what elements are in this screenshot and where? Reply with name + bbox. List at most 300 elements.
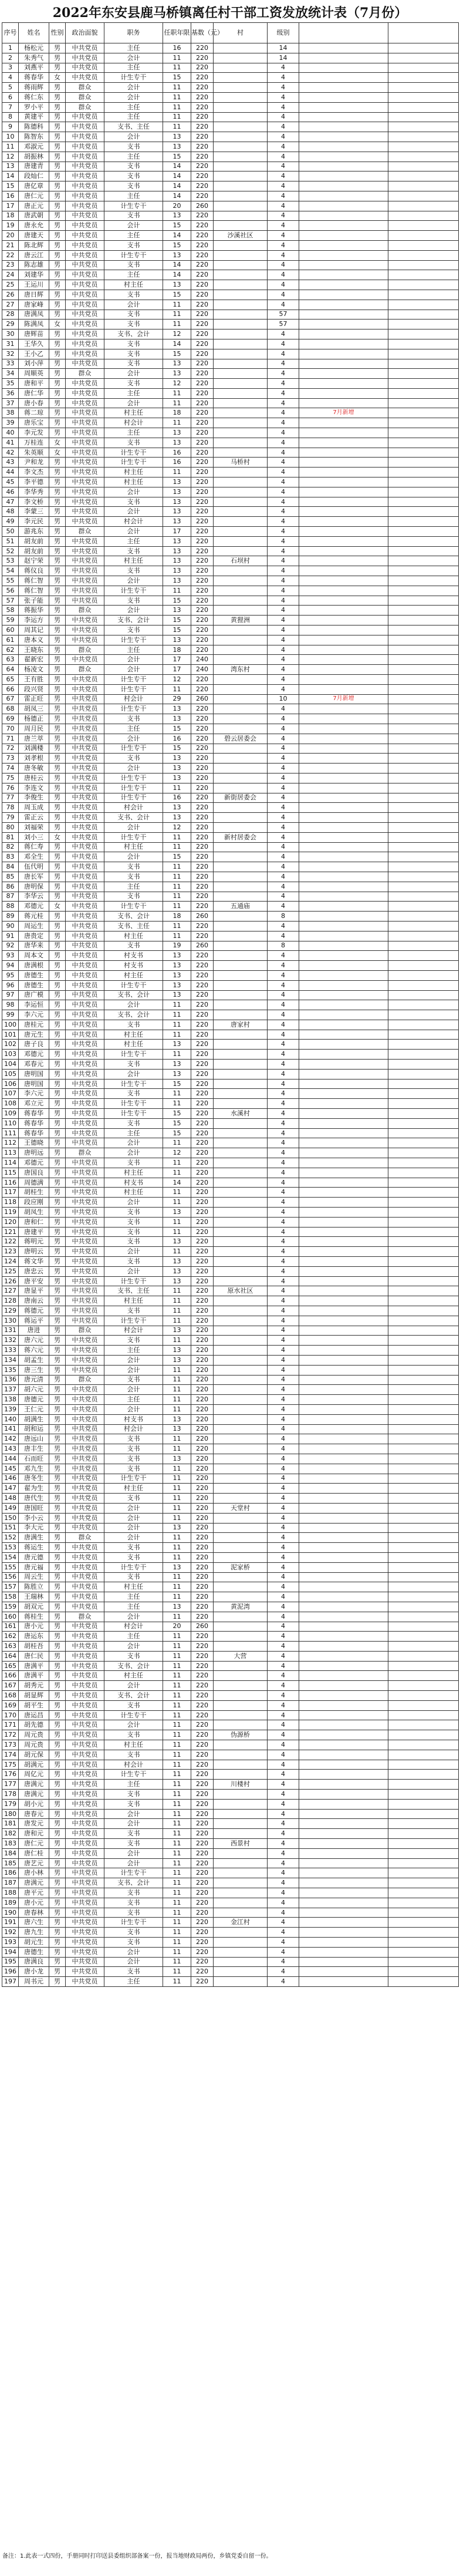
cell-name: 唐南云 <box>19 1296 49 1306</box>
cell-note <box>388 1266 459 1276</box>
cell-years: 14 <box>163 339 191 349</box>
cell-pay <box>299 1158 388 1168</box>
cell-years: 11 <box>163 1306 191 1316</box>
cell-base: 220 <box>191 290 214 300</box>
cell-sex: 男 <box>49 734 66 744</box>
cell-post: 主任 <box>104 63 163 73</box>
cell-post: 村主任 <box>104 1030 163 1040</box>
cell-note <box>388 448 459 458</box>
cell-party: 中共党员 <box>66 990 104 1000</box>
cell-seq: 106 <box>2 1079 19 1089</box>
cell-years: 15 <box>163 152 191 162</box>
cell-base: 220 <box>191 1050 214 1060</box>
cell-seq: 59 <box>2 616 19 625</box>
cell-pay <box>299 882 388 892</box>
cell-pay <box>299 635 388 645</box>
cell-name: 唐代生 <box>19 1494 49 1504</box>
cell-name: 王华久 <box>19 339 49 349</box>
cell-level: 4 <box>268 1967 299 1977</box>
cell-note <box>388 1552 459 1562</box>
cell-note <box>388 1158 459 1168</box>
cell-years: 16 <box>163 734 191 744</box>
cell-base: 220 <box>191 1868 214 1878</box>
cell-village <box>214 724 268 734</box>
cell-seq: 172 <box>2 1730 19 1740</box>
cell-years: 11 <box>163 1780 191 1790</box>
cell-party: 中共党员 <box>66 941 104 951</box>
cell-years: 13 <box>163 970 191 980</box>
cell-name: 唐日辉 <box>19 290 49 300</box>
cell-name: 雷正旺 <box>19 694 49 704</box>
cell-village <box>214 1938 268 1948</box>
cell-party: 中共党员 <box>66 290 104 300</box>
cell-party: 中共党员 <box>66 53 104 63</box>
cell-party: 中共党员 <box>66 783 104 793</box>
cell-pay <box>299 1444 388 1454</box>
cell-sex: 男 <box>49 1237 66 1247</box>
cell-years: 11 <box>163 1198 191 1208</box>
cell-pay <box>299 270 388 280</box>
cell-party: 中共党员 <box>66 655 104 665</box>
cell-seq: 167 <box>2 1681 19 1691</box>
cell-post: 村会计 <box>104 1760 163 1770</box>
cell-pay <box>299 1642 388 1652</box>
cell-pay <box>299 556 388 566</box>
table-row <box>2 1651 459 1661</box>
cell-name: 蒋春华 <box>19 1109 49 1119</box>
cell-name: 唐仁元 <box>19 1839 49 1849</box>
cell-name: 唐运昌 <box>19 1710 49 1720</box>
cell-note <box>388 1454 459 1464</box>
cell-seq: 147 <box>2 1484 19 1494</box>
cell-years: 11 <box>163 1474 191 1484</box>
cell-post: 会计 <box>104 655 163 665</box>
cell-village <box>214 694 268 704</box>
cell-note <box>388 300 459 310</box>
cell-sex: 男 <box>49 842 66 852</box>
cell-village: 伪源桥 <box>214 1730 268 1740</box>
cell-village <box>214 1543 268 1553</box>
cell-sex: 男 <box>49 122 66 132</box>
cell-base: 220 <box>191 1947 214 1957</box>
table-row <box>2 1790 459 1800</box>
cell-level: 4 <box>268 1957 299 1967</box>
cell-post: 支书、会计 <box>104 1691 163 1701</box>
table-row <box>2 112 459 122</box>
cell-base: 220 <box>191 635 214 645</box>
cell-party: 中共党员 <box>66 152 104 162</box>
cell-years: 13 <box>163 132 191 142</box>
cell-party: 中共党员 <box>66 1642 104 1652</box>
cell-level: 4 <box>268 1000 299 1010</box>
cell-level: 4 <box>268 1306 299 1316</box>
cell-seq: 61 <box>2 635 19 645</box>
cell-party: 中共党员 <box>66 240 104 250</box>
cell-pay <box>299 448 388 458</box>
cell-village <box>214 1375 268 1385</box>
cell-post: 会计 <box>104 92 163 102</box>
cell-party: 中共党员 <box>66 1819 104 1829</box>
cell-name: 陈志雄 <box>19 260 49 270</box>
cell-post: 计生专干 <box>104 783 163 793</box>
cell-level: 4 <box>268 832 299 842</box>
cell-pay <box>299 1247 388 1257</box>
cell-sex: 男 <box>49 132 66 142</box>
cell-name: 唐德生 <box>19 980 49 990</box>
cell-level: 4 <box>268 645 299 655</box>
table-row <box>2 1523 459 1533</box>
cell-village <box>214 438 268 448</box>
cell-pay <box>299 1208 388 1218</box>
cell-seq: 66 <box>2 684 19 694</box>
table-row <box>2 280 459 290</box>
table-row <box>2 862 459 872</box>
cell-sex: 男 <box>49 852 66 862</box>
cell-village <box>214 980 268 990</box>
cell-level: 4 <box>268 1355 299 1365</box>
cell-name: 唐乐宝 <box>19 418 49 428</box>
cell-sex: 男 <box>49 724 66 734</box>
cell-level: 10 <box>268 694 299 704</box>
cell-pay <box>299 497 388 507</box>
table-row <box>2 1681 459 1691</box>
cell-base: 220 <box>191 280 214 290</box>
cell-name: 唐仁华 <box>19 388 49 398</box>
cell-name: 唐德生 <box>19 970 49 980</box>
cell-years: 11 <box>163 1404 191 1414</box>
cell-seq: 118 <box>2 1198 19 1208</box>
cell-years: 11 <box>163 1760 191 1770</box>
cell-pay <box>299 1947 388 1957</box>
cell-party: 中共党员 <box>66 260 104 270</box>
cell-party: 中共党员 <box>66 1602 104 1612</box>
cell-pay <box>299 1257 388 1267</box>
cell-pay <box>299 1217 388 1227</box>
cell-level: 4 <box>268 546 299 556</box>
cell-party: 中共党员 <box>66 250 104 260</box>
cell-seq: 19 <box>2 221 19 231</box>
cell-party: 中共党员 <box>66 349 104 359</box>
cell-note <box>388 1661 459 1671</box>
cell-level: 4 <box>268 1434 299 1444</box>
table-row <box>2 872 459 882</box>
cell-pay <box>299 122 388 132</box>
cell-village <box>214 1030 268 1040</box>
cell-name: 胡双元 <box>19 1602 49 1612</box>
table-row <box>2 1730 459 1740</box>
table-row <box>2 980 459 990</box>
cell-sex: 男 <box>49 1286 66 1296</box>
cell-party: 中共党员 <box>66 1444 104 1454</box>
cell-name: 李华云 <box>19 892 49 902</box>
cell-seq: 119 <box>2 1208 19 1218</box>
cell-pay <box>299 1878 388 1888</box>
cell-years: 15 <box>163 349 191 359</box>
cell-level: 4 <box>268 951 299 961</box>
cell-level: 4 <box>268 240 299 250</box>
cell-village <box>214 1632 268 1642</box>
cell-base: 220 <box>191 852 214 862</box>
cell-seq: 195 <box>2 1957 19 1967</box>
cell-post: 支书、主任 <box>104 1286 163 1296</box>
cell-pay <box>299 1543 388 1553</box>
cell-years: 20 <box>163 201 191 211</box>
cell-party: 中共党员 <box>66 1523 104 1533</box>
cell-party: 中共党员 <box>66 1474 104 1484</box>
cell-sex: 男 <box>49 1109 66 1119</box>
cell-note <box>388 694 459 704</box>
cell-name: 李六元 <box>19 1010 49 1020</box>
cell-name: 唐正元 <box>19 201 49 211</box>
cell-note <box>388 764 459 774</box>
cell-years: 13 <box>163 1424 191 1434</box>
cell-post: 会计 <box>104 1513 163 1523</box>
cell-level: 4 <box>268 556 299 566</box>
cell-base: 220 <box>191 1355 214 1365</box>
cell-name: 胡元生 <box>19 1938 49 1948</box>
cell-post: 主任 <box>104 112 163 122</box>
cell-sex: 男 <box>49 181 66 191</box>
cell-sex: 男 <box>49 1819 66 1829</box>
cell-base: 220 <box>191 675 214 685</box>
cell-post: 计生专干 <box>104 744 163 754</box>
cell-note <box>388 1523 459 1533</box>
table-row <box>2 329 459 339</box>
cell-level: 4 <box>268 793 299 803</box>
cell-sex: 男 <box>49 477 66 487</box>
cell-village <box>214 290 268 300</box>
cell-level: 4 <box>268 862 299 872</box>
cell-name: 唐桂元 <box>19 1020 49 1030</box>
cell-seq: 29 <box>2 320 19 329</box>
cell-post: 支书 <box>104 349 163 359</box>
cell-village <box>214 507 268 517</box>
cell-level: 4 <box>268 1562 299 1572</box>
cell-note <box>388 576 459 586</box>
cell-level: 4 <box>268 1770 299 1780</box>
cell-post: 会计 <box>104 1947 163 1957</box>
cell-level: 4 <box>268 1780 299 1790</box>
cell-base: 220 <box>191 1178 214 1188</box>
cell-village <box>214 497 268 507</box>
cell-name: 蒋六元 <box>19 1346 49 1356</box>
cell-note <box>388 507 459 517</box>
cell-party: 中共党员 <box>66 73 104 83</box>
cell-note <box>388 1444 459 1454</box>
cell-base: 220 <box>191 388 214 398</box>
cell-post: 计生专干 <box>104 773 163 783</box>
cell-party: 中共党员 <box>66 1020 104 1030</box>
cell-base: 220 <box>191 1276 214 1286</box>
cell-seq: 155 <box>2 1562 19 1572</box>
cell-base: 220 <box>191 1414 214 1424</box>
cell-note <box>388 1642 459 1652</box>
cell-village <box>214 1710 268 1720</box>
cell-level: 4 <box>268 1809 299 1819</box>
cell-post: 村主任 <box>104 1188 163 1198</box>
cell-sex: 男 <box>49 1188 66 1198</box>
cell-village <box>214 1099 268 1109</box>
cell-village <box>214 300 268 310</box>
cell-level: 57 <box>268 320 299 329</box>
cell-seq: 192 <box>2 1928 19 1938</box>
cell-seq: 56 <box>2 586 19 596</box>
cell-seq: 11 <box>2 142 19 152</box>
table-row <box>2 260 459 270</box>
cell-level: 4 <box>268 773 299 783</box>
cell-name: 唐三生 <box>19 1365 49 1375</box>
table-row <box>2 1395 459 1405</box>
cell-seq: 188 <box>2 1888 19 1898</box>
cell-village <box>214 892 268 902</box>
cell-years: 11 <box>163 1750 191 1760</box>
cell-village <box>214 1148 268 1158</box>
cell-seq: 120 <box>2 1217 19 1227</box>
cell-party: 中共党员 <box>66 1908 104 1918</box>
cell-pay <box>299 902 388 912</box>
cell-sex: 男 <box>49 329 66 339</box>
cell-sex: 男 <box>49 1809 66 1819</box>
header-cell: 序号 <box>2 23 19 43</box>
cell-post: 会计 <box>104 83 163 93</box>
cell-level: 4 <box>268 931 299 941</box>
cell-seq: 105 <box>2 1069 19 1079</box>
header-cell: 性别 <box>49 23 66 43</box>
table-row <box>2 764 459 774</box>
cell-seq: 124 <box>2 1257 19 1267</box>
table-row <box>2 1799 459 1809</box>
cell-party: 中共党员 <box>66 142 104 152</box>
cell-village <box>214 527 268 537</box>
cell-pay <box>299 546 388 556</box>
cell-post: 村主任 <box>104 1671 163 1681</box>
cell-sex: 男 <box>49 1533 66 1543</box>
cell-party: 中共党员 <box>66 596 104 606</box>
cell-name: 杨凌文 <box>19 665 49 675</box>
cell-pay <box>299 1198 388 1208</box>
cell-pay <box>299 813 388 823</box>
cell-years: 11 <box>163 1138 191 1148</box>
cell-village <box>214 1296 268 1306</box>
cell-note <box>388 1848 459 1858</box>
cell-seq: 17 <box>2 201 19 211</box>
table-row <box>2 832 459 842</box>
cell-party: 中共党员 <box>66 1385 104 1395</box>
cell-pay <box>299 231 388 241</box>
cell-level: 4 <box>268 1908 299 1918</box>
cell-sex: 男 <box>49 1385 66 1395</box>
cell-pay <box>299 63 388 73</box>
cell-seq: 36 <box>2 388 19 398</box>
cell-name: 唐小林 <box>19 1868 49 1878</box>
cell-village <box>214 73 268 83</box>
cell-note <box>388 1858 459 1868</box>
cell-party: 群众 <box>66 1612 104 1622</box>
cell-name: 王运川 <box>19 280 49 290</box>
cell-years: 11 <box>163 1336 191 1346</box>
table-row <box>2 665 459 675</box>
cell-note <box>388 773 459 783</box>
cell-base: 220 <box>191 1780 214 1790</box>
cell-note <box>388 635 459 645</box>
table-row <box>2 1375 459 1385</box>
cell-party: 中共党员 <box>66 1464 104 1474</box>
cell-seq: 93 <box>2 951 19 961</box>
cell-pay <box>299 280 388 290</box>
cell-party: 中共党员 <box>66 1050 104 1060</box>
cell-pay <box>299 872 388 882</box>
cell-base: 260 <box>191 1622 214 1632</box>
cell-party: 中共党员 <box>66 970 104 980</box>
table-row <box>2 961 459 971</box>
cell-base: 220 <box>191 1740 214 1750</box>
cell-post: 计生专干 <box>104 1562 163 1572</box>
cell-level: 8 <box>268 941 299 951</box>
cell-post: 支书 <box>104 1208 163 1218</box>
cell-name: 唐六生 <box>19 1918 49 1928</box>
cell-seq: 38 <box>2 408 19 418</box>
cell-pay <box>299 132 388 142</box>
cell-name: 邓全生 <box>19 852 49 862</box>
cell-seq: 102 <box>2 1040 19 1050</box>
cell-note <box>388 1178 459 1188</box>
cell-years: 13 <box>163 714 191 724</box>
cell-village <box>214 1138 268 1148</box>
cell-seq: 97 <box>2 990 19 1000</box>
cell-years: 11 <box>163 1612 191 1622</box>
cell-party: 中共党员 <box>66 1562 104 1572</box>
cell-level: 4 <box>268 1060 299 1070</box>
cell-post: 计生专干 <box>104 1109 163 1119</box>
cell-note <box>388 201 459 211</box>
cell-seq: 94 <box>2 961 19 971</box>
cell-village <box>214 1395 268 1405</box>
cell-base: 220 <box>191 329 214 339</box>
cell-note <box>388 1306 459 1316</box>
cell-note <box>388 1622 459 1632</box>
cell-village <box>214 122 268 132</box>
cell-seq: 90 <box>2 921 19 931</box>
cell-post: 支书 <box>104 1898 163 1908</box>
cell-years: 13 <box>163 1276 191 1286</box>
cell-party: 中共党员 <box>66 625 104 635</box>
cell-level: 4 <box>268 1375 299 1385</box>
cell-sex: 男 <box>49 596 66 606</box>
cell-seq: 162 <box>2 1632 19 1642</box>
cell-seq: 103 <box>2 1050 19 1060</box>
cell-name: 唐满平 <box>19 1671 49 1681</box>
cell-level: 4 <box>268 1365 299 1375</box>
table-row <box>2 813 459 823</box>
cell-sex: 男 <box>49 201 66 211</box>
cell-post: 支书 <box>104 1494 163 1504</box>
cell-post: 计生专干 <box>104 1079 163 1089</box>
cell-party: 中共党员 <box>66 852 104 862</box>
cell-pay <box>299 1602 388 1612</box>
cell-village: 沙溪社区 <box>214 231 268 241</box>
table-row <box>2 1888 459 1898</box>
cell-base: 260 <box>191 941 214 951</box>
cell-seq: 31 <box>2 339 19 349</box>
cell-party: 中共党员 <box>66 1208 104 1218</box>
table-row <box>2 497 459 507</box>
cell-years: 11 <box>163 1710 191 1720</box>
cell-village <box>214 803 268 813</box>
cell-name: 唐亿章 <box>19 181 49 191</box>
table-row <box>2 1661 459 1671</box>
cell-years: 11 <box>163 1651 191 1661</box>
cell-post: 会计 <box>104 1404 163 1414</box>
